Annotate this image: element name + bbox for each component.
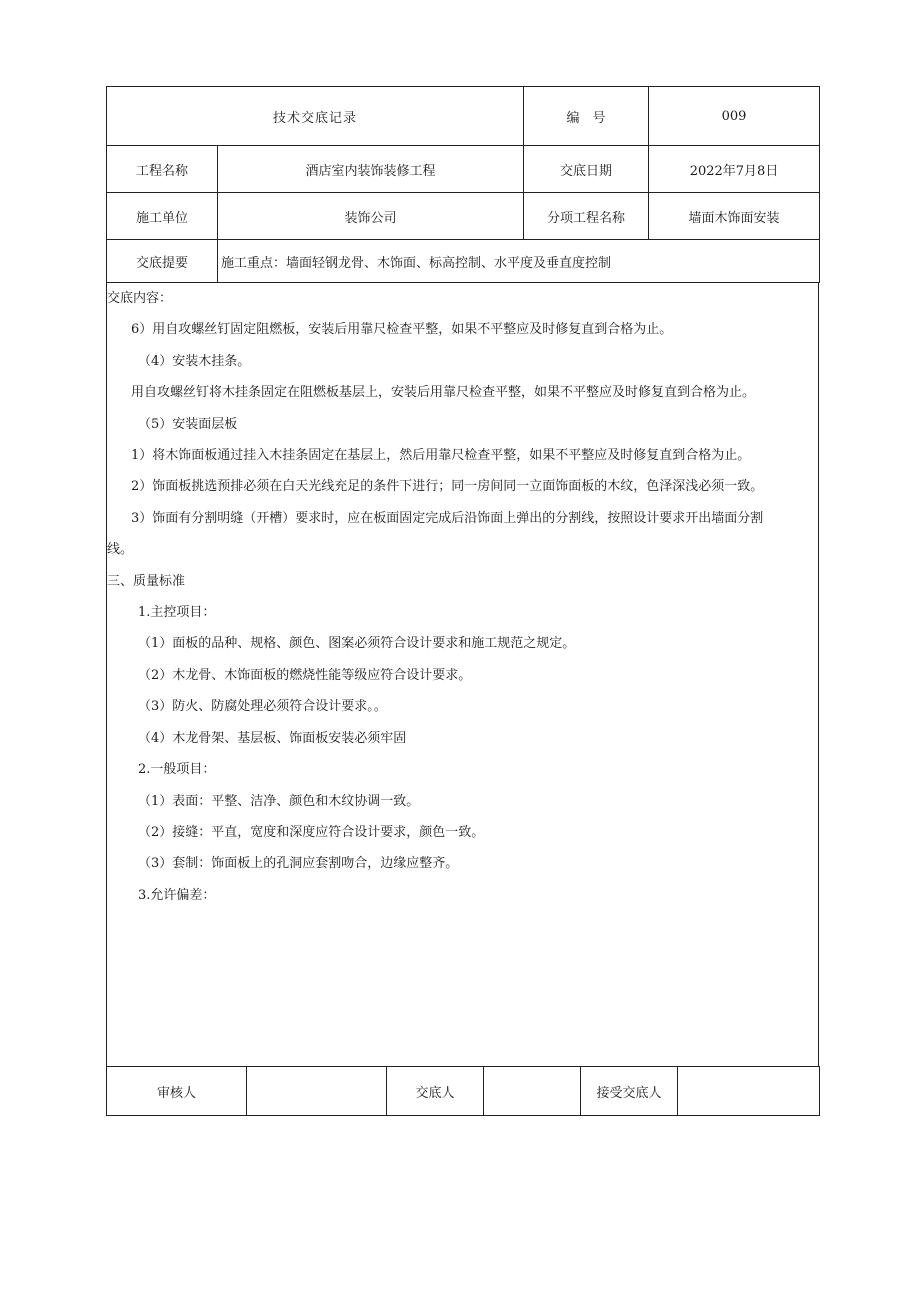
receiver-signature-field[interactable] <box>678 1067 820 1116</box>
number-value: 009 <box>649 87 820 146</box>
content-line: 6）用自攻螺丝钉固定阻燃板，安装后用靠尺检查平整，如果不平整应及时修复直到合格为止。 <box>131 322 673 338</box>
summary-value: 施工重点：墙面轻钢龙骨、木饰面、标高控制、水平度及垂直度控制 <box>218 240 820 283</box>
content-line: （1）面板的品种、规格、颜色、图案必须符合设计要求和施工规范之规定。 <box>138 636 576 652</box>
content-line: （2）接缝：平直，宽度和深度应符合设计要求，颜色一致。 <box>138 824 485 840</box>
receiver-label: 接受交底人 <box>581 1067 678 1116</box>
content-line: 用自攻螺丝钉将木挂条固定在阻燃板基层上，安装后用靠尺检查平整，如果不平整应及时修复直到合格为止。 <box>131 385 756 401</box>
content-line: （3）套制：饰面板上的孔洞应套割吻合，边缘应整齐。 <box>138 856 459 872</box>
subitem-label: 分项工程名称 <box>524 193 649 240</box>
reviewer-signature-field[interactable] <box>247 1067 387 1116</box>
project-name-label: 工程名称 <box>107 146 218 193</box>
subitem-value: 墙面木饰面安装 <box>649 193 820 240</box>
project-name-value: 酒店室内装饰装修工程 <box>218 146 524 193</box>
content-line: （5）安装面层板 <box>138 416 238 432</box>
signature-table <box>106 1066 820 1116</box>
section-heading: 三、质量标准 <box>107 573 186 589</box>
date-label: 交底日期 <box>524 146 649 193</box>
discloser-label: 交底人 <box>387 1067 484 1116</box>
content-line: 3）饰面有分割明缝（开槽）要求时，应在板面固定完成后沿饰面上弹出的分割线，按照设计要求开出墙面分割 <box>131 510 764 526</box>
content-line: （1）表面：平整、洁净、颜色和木纹协调一致。 <box>138 793 420 809</box>
content-line: （4）安装木挂条。 <box>138 353 251 369</box>
construction-unit-label: 施工单位 <box>107 193 218 240</box>
header-table <box>106 86 820 283</box>
content-line: 2）饰面板挑选预排必须在白天光线充足的条件下进行；同一房间同一立面饰面板的木纹，色泽深浅必须一致。 <box>131 479 764 495</box>
disclosure-record-form <box>106 86 819 1116</box>
content-subheading: 3.允许偏差： <box>138 887 216 903</box>
content-subheading: 2.一般项目： <box>138 762 216 778</box>
document-title: 技术交底记录 <box>107 87 524 146</box>
number-label: 编 号 <box>524 87 649 146</box>
discloser-signature-field[interactable] <box>484 1067 581 1116</box>
summary-label: 交底提要 <box>107 240 218 283</box>
content-line: （4）木龙骨架、基层板、饰面板安装必须牢固 <box>138 730 407 746</box>
content-subheading: 1.主控项目： <box>138 605 216 621</box>
reviewer-label: 审核人 <box>107 1067 247 1116</box>
construction-unit-value: 装饰公司 <box>218 193 524 240</box>
content-line: （2）木龙骨、木饰面板的燃烧性能等级应符合设计要求。 <box>138 667 472 683</box>
content-heading: 交底内容： <box>107 291 173 306</box>
disclosure-content <box>106 283 819 1066</box>
content-line: 1）将木饰面板通过挂入木挂条固定在基层上，然后用靠尺检查平整，如果不平整应及时修复直到合格为止。 <box>131 448 751 464</box>
content-line: （3）防火、防腐处理必须符合设计要求。。 <box>138 699 387 715</box>
date-value: 2022年7月8日 <box>649 146 820 193</box>
content-line: 线。 <box>107 542 134 558</box>
